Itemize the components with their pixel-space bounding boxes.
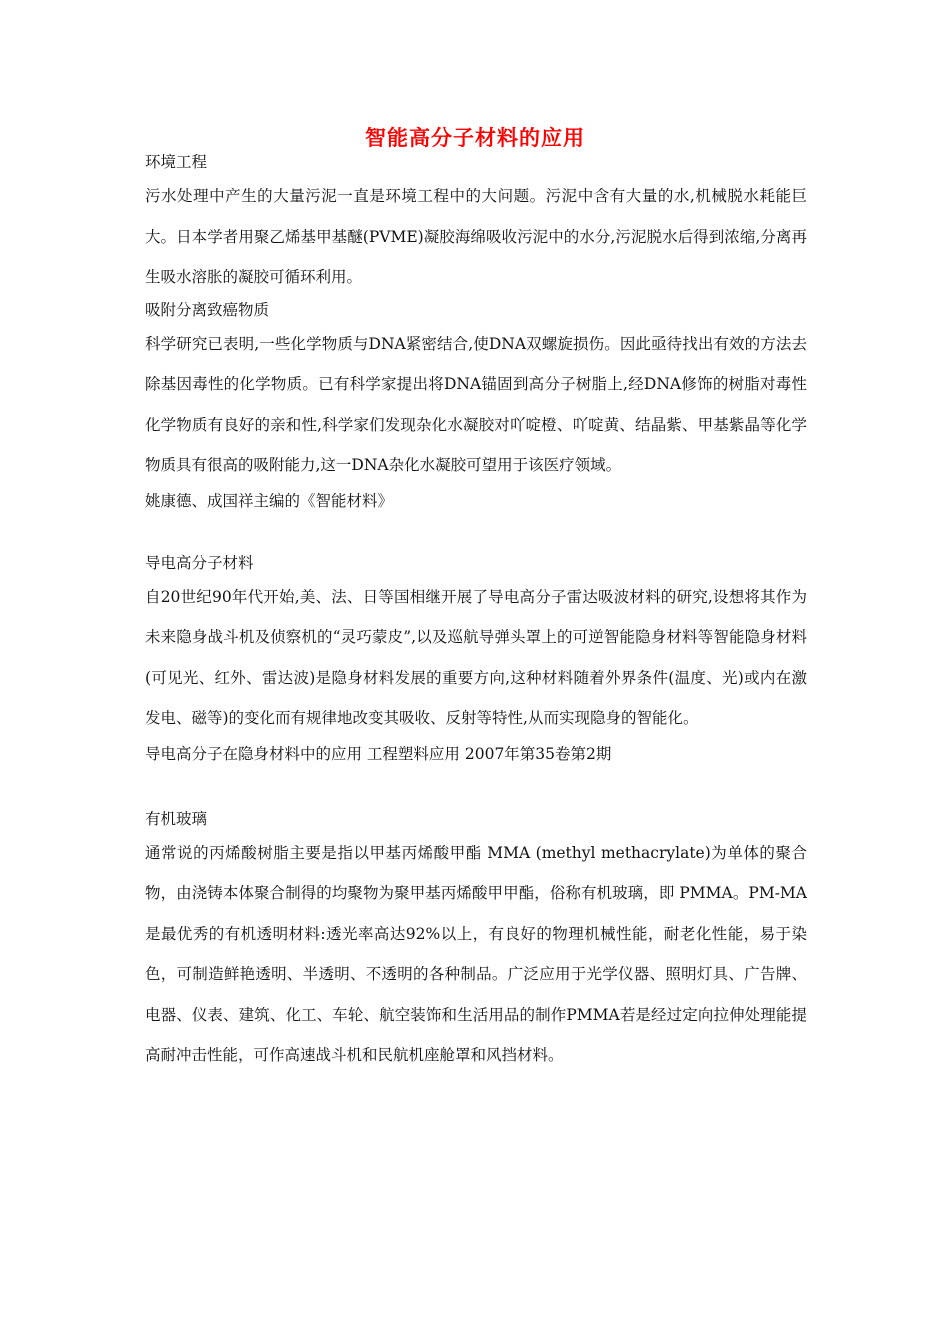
section-heading: 环境工程 — [145, 153, 208, 171]
section-conductive-polymer — [145, 551, 807, 769]
section-organic-glass — [145, 807, 807, 1076]
section-paragraph: 污水处理中产生的大量污泥一直是环境工程中的大问题。污泥中含有大量的水,机械脱水耗能巨大。日本学者用聚乙烯基甲基醚(PVME)凝胶海绵吸收污泥中的水分,污泥脱水后得到浓缩,分离再生吸水溶胀的凝胶可循环利用。 — [145, 187, 807, 286]
section-heading: 导电高分子材料 — [145, 553, 254, 572]
section-environmental-engineering — [145, 150, 807, 298]
section-heading: 吸附分离致癌物质 — [145, 300, 270, 319]
section-carcinogen-adsorption — [145, 298, 807, 516]
section-reference: 导电高分子在隐身材料中的应用 工程塑料应用 2007年第35卷第2期 — [145, 744, 612, 763]
section-reference: 姚康德、成国祥主编的《智能材料》 — [145, 491, 394, 510]
section-heading: 有机玻璃 — [145, 809, 208, 828]
section-paragraph: 通常说的丙烯酸树脂主要是指以甲基丙烯酸甲酯 MMA (methyl methacrylate)为单体的聚合物，由浇铸本体聚合制得的均聚物为聚甲基丙烯酸甲甲酯，俗称有机玻璃，即 PMMA。PM-MA是最优秀的有机透明材料:透光率高达92%以上，有良好的物理机械性能，耐老化性能，易于染色，可制造鲜艳透明、半透明、不透明的各种制品。广泛应用于光学仪器、照明灯具、广告牌、电器、仪表、建筑、化工、车轮、航空装饰和生活用品的制作PMMA若是经过定向拉伸处理能提高耐冲击性能，可作高速战斗机和民航机座舱罩和风挡材料。 — [145, 843, 807, 1064]
section-paragraph: 科学研究已表明,一些化学物质与DNA紧密结合,使DNA双螺旋损伤。因此亟待找出有效的方法去除基因毒性的化学物质。已有科学家提出将DNA锚固到高分子树脂上,经DNA修饰的树脂对毒性化学物质有良好的亲和性,科学家们发现杂化水凝胶对吖啶橙、吖啶黄、结晶紫、甲基紫晶等化学物质具有很高的吸附能力,这一DNA杂化水凝胶可望用于该医疗领域。 — [145, 334, 807, 474]
page-title: 智能高分子材料的应用 — [365, 125, 585, 150]
section-paragraph: 自20世纪90年代开始,美、法、日等国相继开展了导电高分子雷达吸波材料的研究,设想将其作为未来隐身战斗机及侦察机的“灵巧蒙皮”,以及巡航导弹头罩上的可逆智能隐身材料等智能隐身材料(可见光、红外、雷达波)是隐身材料发展的重要方向,这种材料随着外界条件(温度、光)或内在激发电、磁等)的变化而有规律地改变其吸收、反射等特性,从而实现隐身的智能化。 — [145, 587, 807, 727]
document-body — [145, 150, 807, 1076]
